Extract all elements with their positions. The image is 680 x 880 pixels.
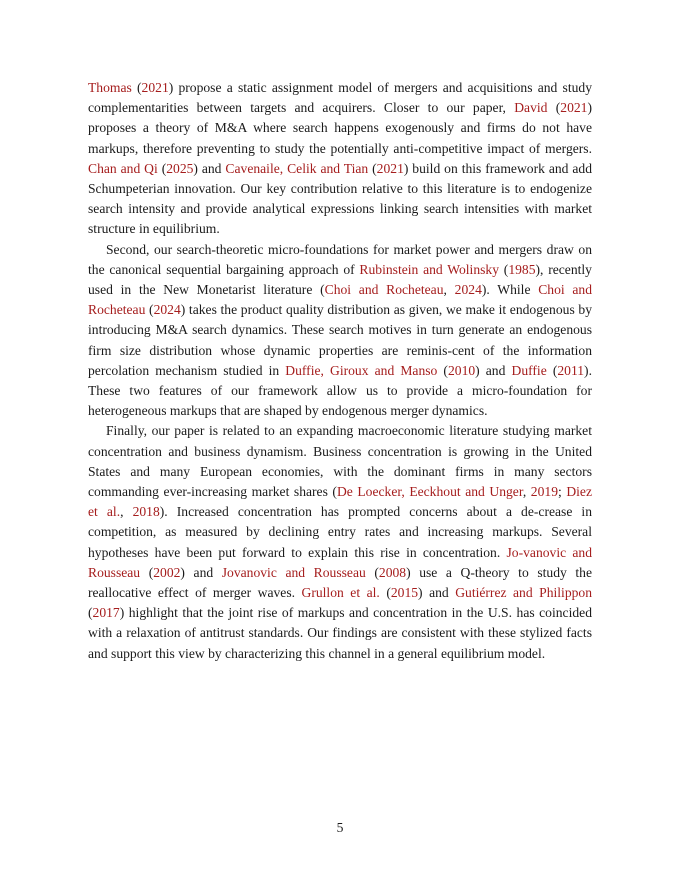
- citation-link[interactable]: 2024: [454, 282, 482, 298]
- body-text-run: (: [368, 160, 377, 176]
- page-number: 5: [336, 820, 344, 835]
- body-text-run: ). These two features of our framework allow us to provide a micro-foundation for heterogeneous markups that are shaped by endogenous merger dynamics.: [88, 362, 592, 419]
- body-text-run: ) build on this framework and add Schumpeterian innovation. Our key contribution relative to this literature is to endogenize search intensity and provide analytical expressions linking search intensities with market structure in equilibrium.: [88, 160, 592, 237]
- body-text-run: ) and: [180, 564, 222, 580]
- body-text-run: (: [546, 362, 558, 378]
- paragraph-1: [88, 78, 592, 240]
- body-text-run: ,: [522, 484, 531, 500]
- citation-link[interactable]: Jovanovic and Rousseau: [221, 564, 366, 580]
- paragraph-3: [88, 421, 592, 663]
- body-text-run: (: [547, 100, 561, 116]
- citation-link[interactable]: 2015: [390, 585, 419, 601]
- body-text-run: ,: [443, 282, 455, 298]
- body-text-run: ,: [120, 504, 133, 520]
- citation-link[interactable]: 2008: [378, 564, 407, 580]
- citation-link[interactable]: Thomas: [88, 80, 132, 95]
- citation-link[interactable]: Diez et al.: [88, 484, 592, 520]
- citation-link[interactable]: 2010: [447, 362, 476, 378]
- paragraph-2: [88, 240, 592, 422]
- body-text-run: ) and: [475, 362, 512, 378]
- body-text-run: (: [157, 160, 167, 176]
- citation-link[interactable]: Duffie: [511, 362, 547, 378]
- citation-link[interactable]: Jo-vanovic and Rousseau: [88, 544, 593, 580]
- citation-link[interactable]: Duffie, Giroux and Manso: [285, 362, 438, 378]
- citation-link[interactable]: Rubinstein and Wolinsky: [359, 261, 500, 277]
- citation-link[interactable]: Cavenaile, Celik and Tian: [225, 160, 369, 176]
- body-text-run: ;: [557, 484, 567, 500]
- citation-link[interactable]: 2021: [141, 80, 169, 95]
- citation-link[interactable]: 2024: [153, 302, 181, 318]
- citation-link[interactable]: Gutiérrez and Philippon: [455, 585, 593, 601]
- body-text-run: (: [437, 362, 448, 378]
- citation-link[interactable]: 2021: [560, 100, 588, 116]
- body-text-run: ) highlight that the joint rise of markups and concentration in the U.S. has coincided with a relaxation of antitrust standards. Our findings are consistent with these stylized facts and support this view by characterizing this channel in a general equilibrium model.: [88, 605, 592, 661]
- body-text-run: ) and: [193, 160, 226, 176]
- citation-link[interactable]: 2025: [166, 160, 194, 176]
- body-text-run: (: [145, 302, 154, 318]
- citation-link[interactable]: Choi and Rocheteau: [88, 282, 593, 318]
- body-text-run: (: [379, 585, 391, 601]
- body-text: [88, 78, 592, 664]
- citation-link[interactable]: 2011: [557, 362, 585, 378]
- citation-link[interactable]: Chan and Qi: [88, 160, 158, 176]
- body-text-run: ). Increased concentration has prompted concerns about a de-crease in competition, as measured by declining entry rates and increasing markups. Several hypotheses have been put forward to explain this rise in concentration.: [88, 504, 592, 560]
- citation-link[interactable]: Choi and Rocheteau: [324, 282, 444, 298]
- citation-link[interactable]: 2021: [376, 160, 404, 176]
- body-text-run: (: [365, 564, 379, 580]
- citation-link[interactable]: 2002: [153, 564, 181, 580]
- citation-link[interactable]: 2019: [530, 484, 558, 500]
- body-text-run: (: [131, 80, 142, 95]
- body-text-run: ) use a Q-theory to study the reallocative effect of merger waves.: [88, 564, 592, 601]
- citation-link[interactable]: 1985: [508, 261, 536, 277]
- body-text-run: ) propose a static assignment model of mergers and acquisitions and study complementarities between targets and acquirers. Closer to our paper,: [88, 80, 592, 116]
- citation-link[interactable]: 2018: [132, 504, 160, 520]
- body-text-run: (: [140, 564, 154, 580]
- citation-link[interactable]: Grullon et al.: [301, 585, 380, 601]
- citation-link[interactable]: De Loecker, Eeckhout and Unger: [336, 484, 523, 500]
- body-text-run: ). While: [481, 282, 539, 298]
- citation-link[interactable]: David: [514, 100, 548, 116]
- body-text-run: (: [499, 261, 509, 277]
- body-text-run: Finally, our paper is related to an expanding macroeconomic literature studying market concentration and business dynamism. Business concentration is growing in the United States and many European economies, with the dominant firms in many sectors commanding ever-increasing market shares (: [88, 423, 592, 500]
- body-text-run: ) and: [418, 585, 456, 601]
- body-text-run: ) takes the product quality distribution as given, we make it endogenous by introducing M&A search dynamics. These search motives in turn generate an endogenous firm size distribution whose dynamic properties are reminis-cent of the information percolation mechanism studied in: [88, 302, 592, 378]
- body-text-run: Second, our search-theoretic micro-foundations for market power and mergers draw on the canonical sequential bargaining approach of: [88, 241, 592, 277]
- body-text-run: ), recently used in the New Monetarist literature (: [88, 261, 592, 298]
- body-text-run: ) proposes a theory of M&A where search happens exogenously and firms do not have markups, therefore preventing to study the potentially anti-competitive impact of mergers.: [88, 100, 592, 156]
- body-text-run: (: [88, 605, 93, 621]
- citation-link[interactable]: 2017: [92, 605, 120, 621]
